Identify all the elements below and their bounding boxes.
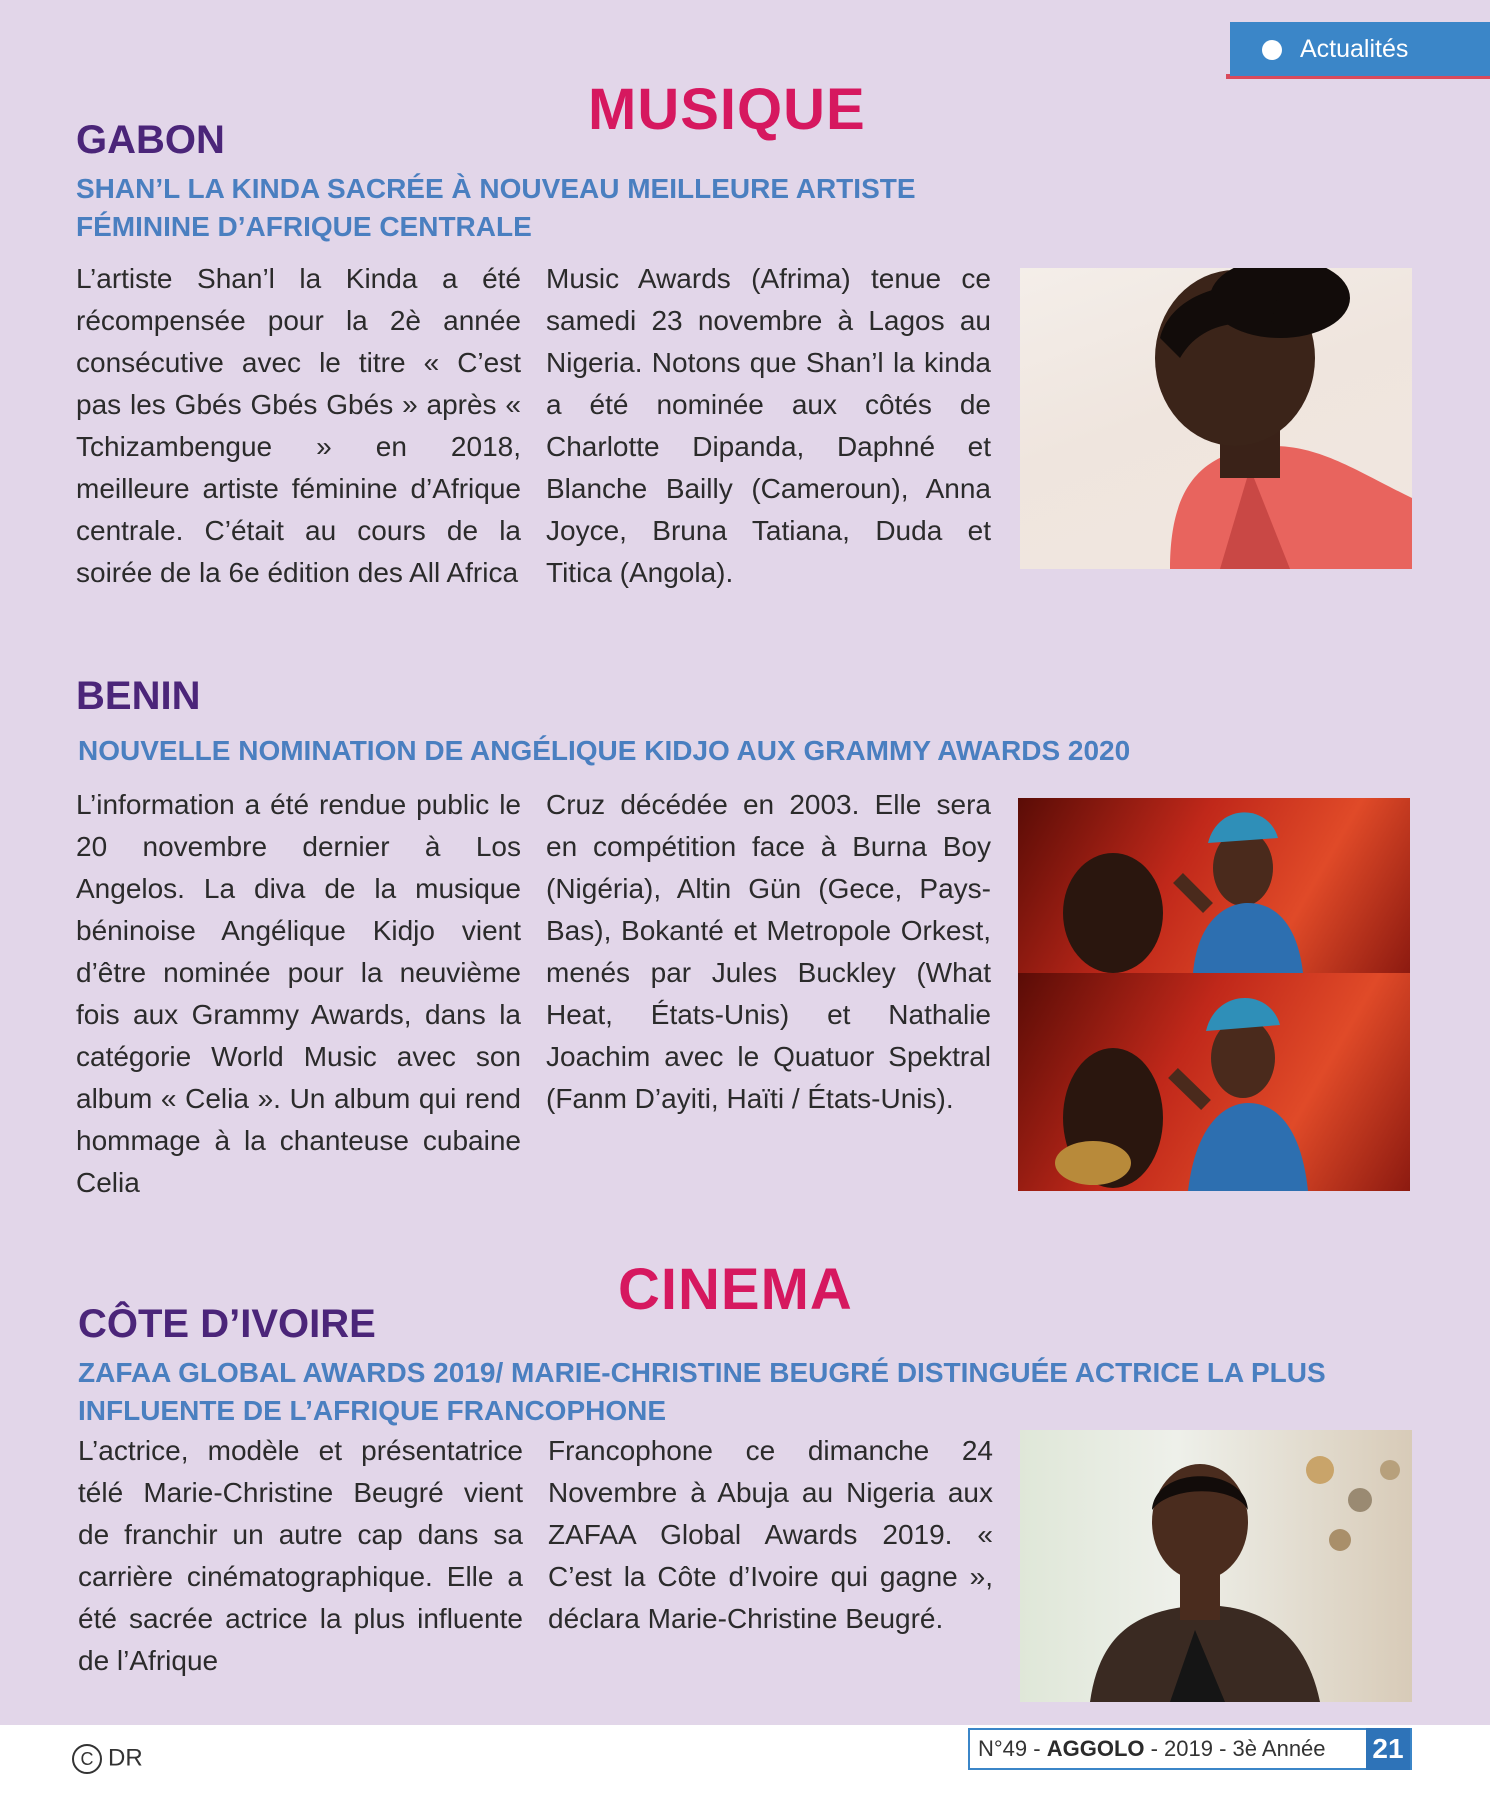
artist-photo [1020,268,1412,569]
issue-info [968,1728,1412,1770]
actress-photo [1020,1430,1412,1702]
article-country: BENIN [76,674,201,718]
copyright-icon: C [72,1744,102,1774]
photo-credit [72,1744,143,1774]
issue-year: - 2019 - 3è Année [1144,1736,1326,1761]
singer-illustration [1018,973,1410,1191]
singer-photo-bottom [1018,973,1410,1191]
magazine-name: AGGOLO [1046,1736,1145,1761]
article-column-1: L’information a été rendue public le 20 novembre dernier à Los Angelos. La diva de la musique béninoise Angélique Kidjo vient d’être nominée pour la neuvième fois aux Grammy Awards, dans la catégorie World Music avec son album « Celia ». Un album qui rend hommage à la chanteuse cubaine Celia [76,789,521,1198]
singer-illustration [1018,798,1410,973]
page-number: 21 [1366,1728,1410,1770]
article-headline: SHAN’L LA KINDA SACRÉE À NOUVEAU MEILLEURE ARTISTE FÉMININE D’AFRIQUE CENTRALE [76,173,916,242]
section-title-musique: MUSIQUE [588,77,866,142]
article-column-2: Music Awards (Afrima) tenue ce samedi 23 novembre à Lagos au Nigeria. Notons que Shan’l la kinda a été nominée aux côtés de Charlotte Dipanda, Daphné et Blanche Bailly (Cameroun), Anna Joyce, Bruna Tatiana, Duda et Titica (Angola). [546,263,991,588]
article-headline: ZAFAA GLOBAL AWARDS 2019/ MARIE-CHRISTINE BEUGRÉ DISTINGUÉE ACTRICE LA PLUS INFLUENTE DE L’AFRIQUE FRANCOPHONE [78,1357,1326,1426]
article-column-2: Francophone ce dimanche 24 Novembre à Abuja au Nigeria aux ZAFAA Global Awards 2019. « C’est la Côte d’Ivoire qui gagne », déclara Marie-Christine Beugré. [548,1435,993,1634]
singer-photo-top [1018,798,1410,973]
issue-number: N°49 - [978,1736,1047,1761]
actress-illustration [1020,1430,1412,1702]
section-tag-label: Actualités [1300,35,1409,63]
section-tag [1230,22,1490,76]
bullet-icon [1262,40,1282,60]
article-column-1: L’actrice, modèle et présentatrice télé Marie-Christine Beugré vient de franchir un autre cap dans sa carrière cinématographique. Elle a été sacrée actrice la plus influente de l’Afrique [78,1435,523,1676]
photo-credit-label: DR [108,1744,143,1772]
article-column-1: L’artiste Shan’l la Kinda a été récompensée pour la 2è année consécutive avec le titre « C’est pas les Gbés Gbés Gbés » après « Tchizambengue » en 2018, meilleure artiste féminine d’Afrique centrale. C’était au cours de la soirée de la 6e édition des All Africa [76,263,521,588]
section-title-cinema: CINEMA [618,1257,853,1322]
article-country: CÔTE D’IVOIRE [78,1302,376,1346]
article-column-2: Cruz décédée en 2003. Elle sera en compétition face à Burna Boy (Nigéria), Altin Gün (Gece, Pays-Bas), Bokanté et Metropole Orkest, menés par Jules Buckley (What Heat, États-Unis) et Nathalie Joachim avec le Quatuor Spektral (Fanm D’ayiti, Haïti / États-Unis). [546,789,991,1114]
article-headline: NOUVELLE NOMINATION DE ANGÉLIQUE KIDJO AUX GRAMMY AWARDS 2020 [78,735,1131,766]
article-country: GABON [76,118,225,162]
portrait-illustration [1020,268,1412,569]
